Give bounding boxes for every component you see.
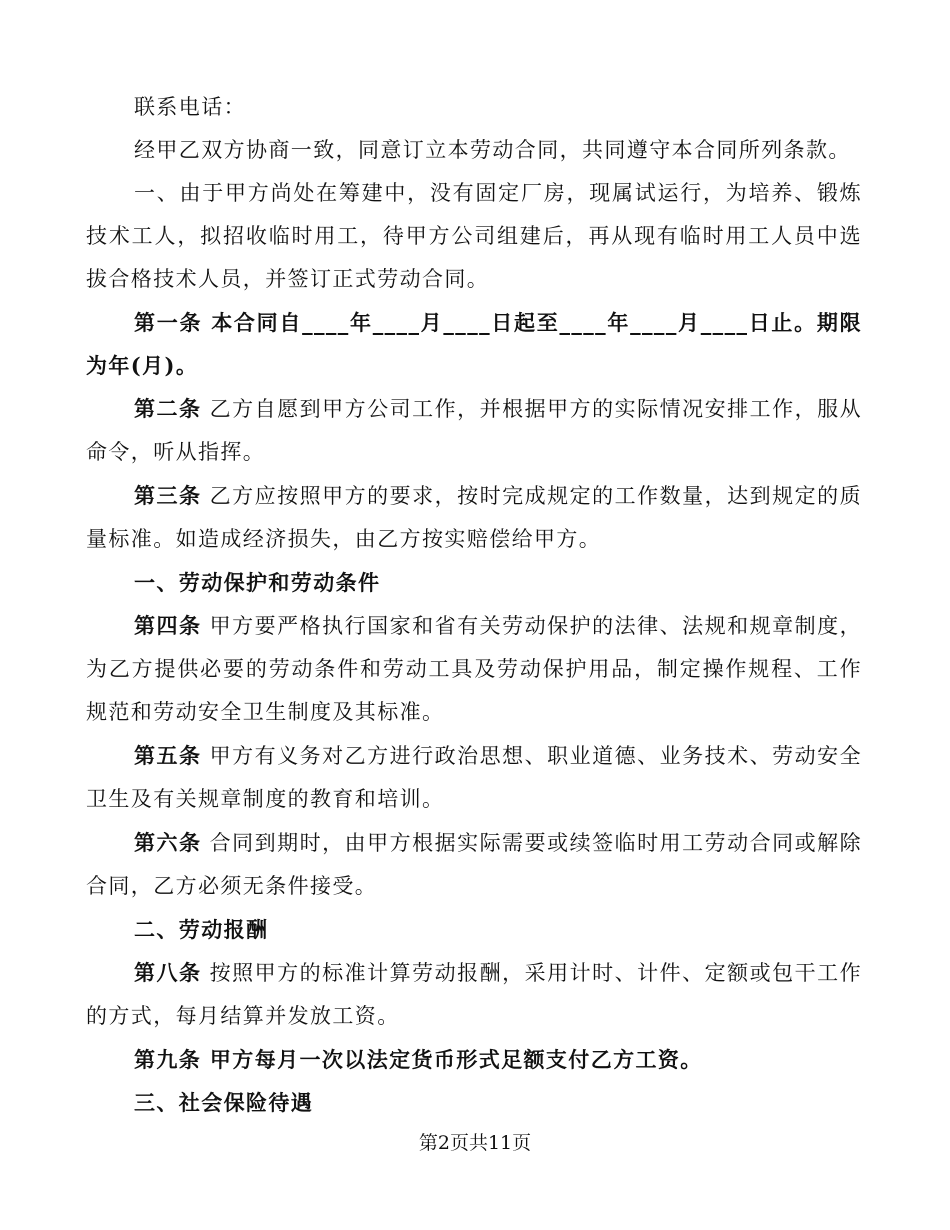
article-3	[86, 474, 862, 561]
article-6-body: 合同到期时，由甲方根据实际需要或续签临时用工劳动合同或解除合同，乙方必须无条件接受。	[86, 831, 862, 898]
article-3-body: 乙方应按照甲方的要求，按时完成规定的工作数量，达到规定的质量标准。如造成经济损失，由乙方按实赔偿给甲方。	[86, 484, 862, 551]
section-heading-social-insurance: 三、社会保险待遇	[134, 1090, 314, 1115]
intro-paragraph: 经甲乙双方协商一致，同意订立本劳动合同，共同遵守本合同所列条款。	[134, 138, 851, 162]
article-6	[86, 821, 862, 908]
article-4	[86, 604, 862, 734]
article-2-body: 乙方自愿到甲方公司工作，并根据甲方的实际情况安排工作，服从命令，听从指挥。	[86, 397, 862, 464]
article-6-heading: 第六条	[134, 830, 202, 855]
article-4-body: 甲方要严格执行国家和省有关劳动保护的法律、法规和规章制度，为乙方提供必要的劳动条件和劳动工具及劳动保护用品，制定操作规程、工作规范和劳动安全卫生制度及其标准。	[86, 614, 862, 724]
article-2	[86, 387, 862, 474]
article-8-body: 按照甲方的标准计算劳动报酬，采用计时、计件、定额或包干工作的方式，每月结算并发放工资。	[86, 961, 862, 1028]
article-5-body: 甲方有义务对乙方进行政治思想、职业道德、业务技术、劳动安全卫生及有关规章制度的教育和培训。	[86, 744, 862, 811]
contact-phone-line: 联系电话：	[134, 95, 246, 119]
document-body	[86, 86, 862, 1124]
article-8-heading: 第八条	[134, 960, 202, 985]
article-5	[86, 734, 862, 821]
preamble-clause: 一、由于甲方尚处在筹建中，没有固定厂房，现属试运行，为培养、锻炼技术工人，拟招收临时用工，待甲方公司组建后，再从现有临时用工人员中选拔合格技术人员，并签订正式劳动合同。	[86, 181, 862, 291]
article-2-heading: 第二条	[134, 396, 202, 421]
article-3-heading: 第三条	[134, 483, 202, 508]
article-5-heading: 第五条	[134, 743, 202, 768]
article-8	[86, 951, 862, 1038]
article-9: 第九条 甲方每月一次以法定货币形式足额支付乙方工资。	[134, 1047, 703, 1072]
section-heading-remuneration: 二、劳动报酬	[134, 917, 269, 942]
article-4-heading: 第四条	[134, 613, 202, 638]
article-1: 第一条 本合同自____年____月____日起至____年____月____日止。期限为年(月)。	[86, 310, 862, 378]
section-heading-labor-protection: 一、劳动保护和劳动条件	[134, 570, 381, 595]
page-number: 第2页共11页	[418, 1132, 532, 1154]
